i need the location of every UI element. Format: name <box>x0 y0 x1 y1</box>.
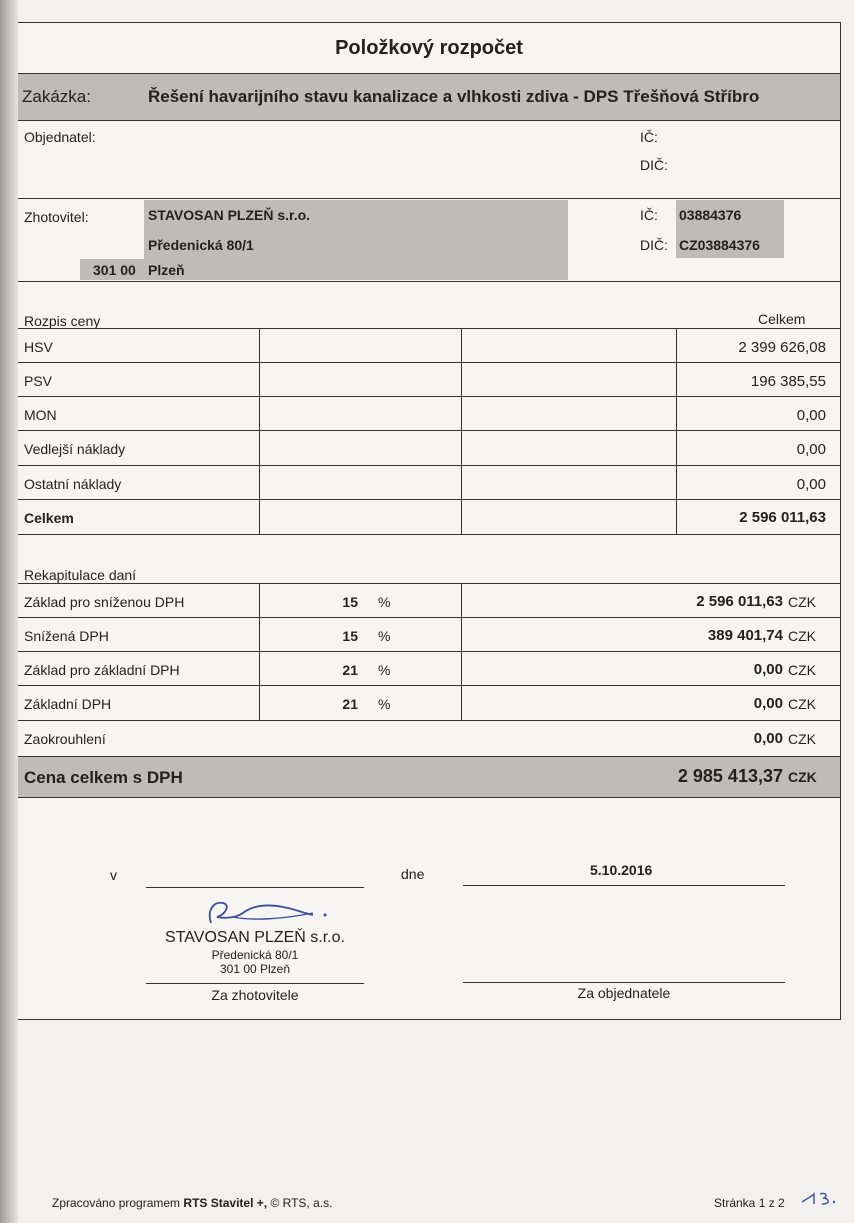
rekap-row-label: Základ pro sníženou DPH <box>24 594 185 610</box>
rekapitulace-table <box>18 583 840 757</box>
rekap-rounding-value: 0,00 <box>753 730 783 747</box>
client-caption: Za objednatele <box>577 985 671 1001</box>
rekap-row-rate: 15 <box>342 628 358 644</box>
rozpis-row-value: 0,00 <box>796 476 826 493</box>
handwritten-page-mark <box>800 1188 840 1208</box>
rekap-row-currency: CZK <box>788 628 816 644</box>
rozpis-row-value: 196 385,55 <box>750 373 826 390</box>
rekap-rounding-currency: CZK <box>788 731 816 747</box>
row-rule <box>18 617 840 618</box>
budget-form <box>18 22 841 1020</box>
zhotovitel-name: STAVOSAN PLZEŇ s.r.o. <box>148 207 311 223</box>
col-rule <box>259 328 260 534</box>
rekap-rounding-label: Zaokrouhlení <box>24 731 106 747</box>
rozpis-row-label: Ostatní náklady <box>24 476 122 492</box>
rekap-row-rate: 15 <box>342 594 358 610</box>
page-number: Stránka 1 z 2 <box>714 1196 785 1210</box>
rekap-row-rate: 21 <box>342 662 358 678</box>
zhotovitel-city: Plzeň <box>148 262 185 278</box>
divider <box>18 797 840 798</box>
rekap-row-pct: % <box>378 628 391 644</box>
divider <box>18 120 840 121</box>
row-rule <box>18 720 840 721</box>
stamp-street: Předenická 80/1 <box>211 948 299 962</box>
rekap-row-value: 2 596 011,63 <box>696 593 783 610</box>
contractor-line <box>146 983 364 984</box>
rozpis-heading: Rozpis ceny <box>24 313 101 329</box>
divider <box>18 198 840 199</box>
grand-total-currency: CZK <box>788 769 817 785</box>
rozpis-row-label: PSV <box>24 373 53 389</box>
zhotovitel-ic: 03884376 <box>679 207 742 223</box>
rekap-row-label: Základní DPH <box>24 696 112 712</box>
rekap-row-currency: CZK <box>788 662 816 678</box>
rekap-row-value: 389 401,74 <box>707 627 783 644</box>
rozpis-row-value: 0,00 <box>796 441 826 458</box>
place-label: v <box>110 867 117 883</box>
footer-copyright: © RTS, a.s. <box>270 1196 333 1210</box>
rekap-row-currency: CZK <box>788 696 816 712</box>
col-rule <box>461 328 462 534</box>
col-rule <box>676 328 677 534</box>
row-rule <box>18 362 840 363</box>
rozpis-total-label: Celkem <box>24 510 74 526</box>
grand-total-label: Cena celkem s DPH <box>24 768 183 787</box>
stamp-name: STAVOSAN PLZEŇ s.r.o. <box>165 929 345 946</box>
footer-credit <box>52 1196 332 1210</box>
zhotovitel-dic-label: DIČ: <box>640 237 668 253</box>
handwritten-signature <box>203 893 333 933</box>
rekapitulace-heading: Rekapitulace daní <box>24 567 137 583</box>
footer-program: RTS Stavitel +, <box>183 1196 268 1210</box>
rekap-row-value: 0,00 <box>753 661 783 678</box>
client-line <box>463 982 785 983</box>
table-rule <box>18 534 840 535</box>
rekap-row-value: 0,00 <box>753 695 783 712</box>
zhotovitel-dic: CZ03884376 <box>679 237 760 253</box>
date-value: 5.10.2016 <box>590 862 653 878</box>
rozpis-row-value: 0,00 <box>796 407 826 424</box>
zhotovitel-ic-label: IČ: <box>640 207 658 223</box>
rozpis-total-header: Celkem <box>758 311 806 327</box>
rozpis-row-value: 2 399 626,08 <box>738 339 826 356</box>
rekap-row-pct: % <box>378 594 391 610</box>
rekap-row-rate: 21 <box>342 696 358 712</box>
zhotovitel-street: Předenická 80/1 <box>148 237 254 253</box>
grand-total-value: 2 985 413,37 <box>677 766 783 786</box>
rozpis-table <box>18 328 840 534</box>
binding-edge <box>0 0 18 1223</box>
objednatel-ic-label: IČ: <box>640 129 658 145</box>
row-rule <box>18 651 840 652</box>
row-rule <box>18 499 840 500</box>
row-rule <box>18 685 840 686</box>
objednatel-dic-label: DIČ: <box>640 157 668 173</box>
row-rule <box>18 396 840 397</box>
zakazka-label: Zakázka: <box>22 87 91 106</box>
rekap-row-pct: % <box>378 696 391 712</box>
zhotovitel-psc: 301 00 <box>93 262 136 278</box>
zakazka-value: Řešení havarijního stavu kanalizace a vlhkosti zdiva - DPS Třešňová Stříbro <box>148 87 760 106</box>
rekap-row-label: Snížená DPH <box>24 628 109 644</box>
objednatel-label: Objednatel: <box>24 129 96 145</box>
rekap-row-currency: CZK <box>788 594 816 610</box>
row-rule <box>18 430 840 431</box>
row-rule <box>18 465 840 466</box>
footer-prefix: Zpracováno programem <box>52 1196 181 1210</box>
rozpis-total-value: 2 596 011,63 <box>739 509 826 526</box>
rozpis-row-label: Vedlejší náklady <box>24 441 126 457</box>
date-label: dne <box>401 866 425 882</box>
rozpis-row-label: MON <box>24 407 57 423</box>
place-line <box>146 887 364 888</box>
rekap-row-pct: % <box>378 662 391 678</box>
page-title: Položkový rozpočet <box>335 37 523 59</box>
zhotovitel-label: Zhotovitel: <box>24 209 89 225</box>
date-line <box>463 885 785 886</box>
divider <box>18 281 840 282</box>
contractor-caption: Za zhotovitele <box>211 987 299 1003</box>
rozpis-row-label: HSV <box>24 339 53 355</box>
rekap-row-label: Základ pro základní DPH <box>24 662 180 678</box>
stamp-city: 301 00 Plzeň <box>219 962 291 976</box>
